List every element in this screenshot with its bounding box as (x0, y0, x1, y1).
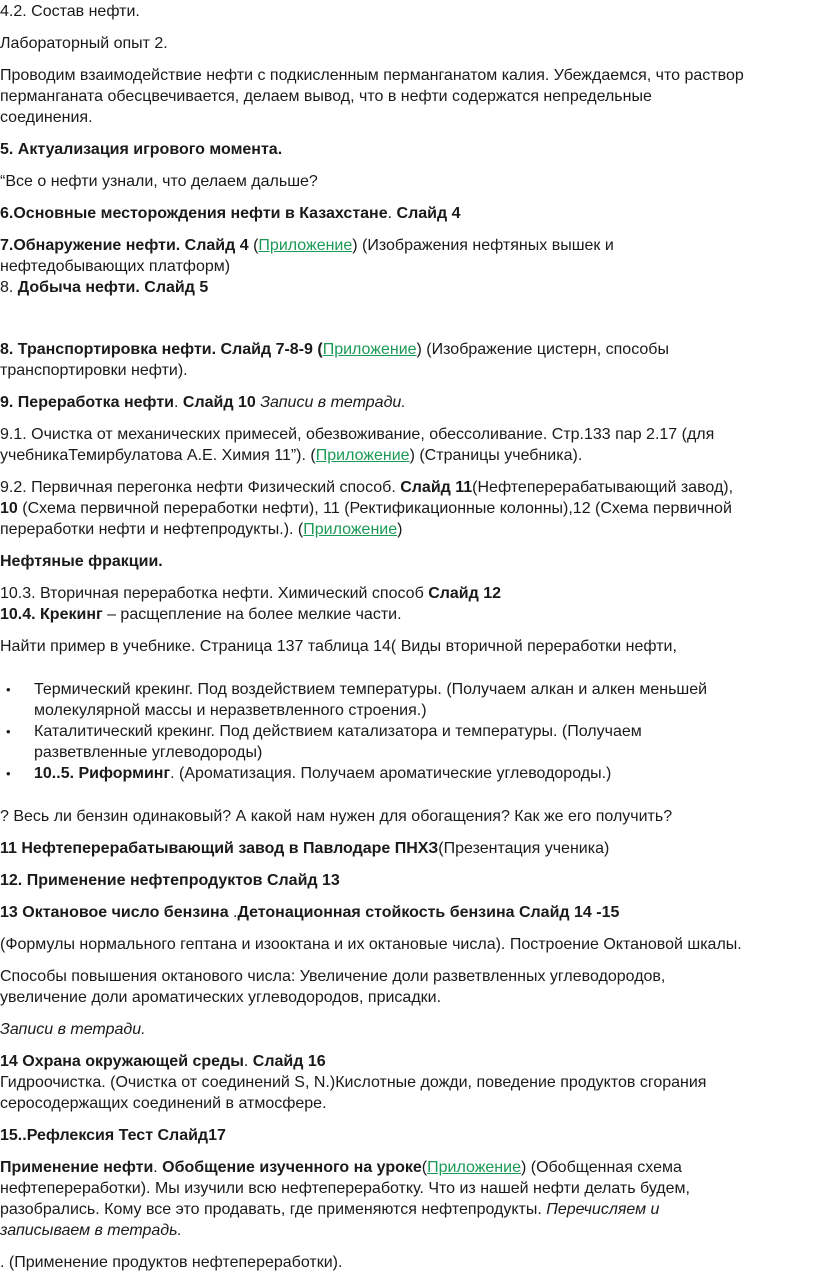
appendix-link[interactable]: Приложение (315, 447, 410, 464)
section-title: 4.2. Состав нефти. (0, 3, 140, 20)
paragraph: транспортировки нефти). (0, 362, 188, 379)
paragraph: Применение нефти. Обобщение изученного на уроке(Приложение) (Обобщенная схема (0, 1159, 682, 1176)
paragraph: увеличение доли ароматических углеводородов, присадки. (0, 989, 442, 1006)
bullet-icon: • (6, 682, 11, 697)
paragraph: Лабораторный опыт 2. (0, 35, 168, 52)
list-item: 10..5. Риформинг. (Ароматизация. Получаем ароматические углеводороды.) (34, 765, 612, 782)
paragraph: “Все о нефти узнали, что делаем дальше? (0, 173, 318, 190)
paragraph: переработки нефти и нефтепродукты.). (Приложение) (0, 521, 403, 538)
heading: Нефтяные фракции. (0, 553, 163, 570)
paragraph: Гидроочистка. (Очистка от соединений S, N.)Кислотные дожди, поведение продуктов сгорания (0, 1074, 707, 1091)
paragraph: записываем в тетрадь. (0, 1222, 182, 1239)
paragraph: Проводим взаимодействие нефти с подкисленным перманганатом калия. Убеждаемся, что раствор (0, 67, 744, 84)
paragraph: разобрались. Кому все это продавать, где применяются нефтепродукты. Перечисляем и (0, 1201, 660, 1218)
appendix-link[interactable]: Приложение (427, 1159, 521, 1176)
heading: 14 Охрана окружающей среды. Слайд 16 (0, 1053, 326, 1070)
heading: 5. Актуализация игрового момента. (0, 141, 283, 158)
paragraph: (Формулы нормального гептана и изооктана и их октановые числа). Построение Октановой шкалы. (0, 936, 742, 953)
heading: 7.Обнаружение нефти. Слайд 4 (Приложение) (Изображения нефтяных вышек и (0, 237, 614, 254)
appendix-link[interactable]: Приложение (258, 237, 353, 254)
heading: 9. Переработка нефти. Слайд 10 Записи в тетради. (0, 394, 406, 411)
heading: 13 Октановое число бензина .Детонационная стойкость бензина Слайд 14 -15 (0, 904, 620, 921)
heading: 8. Транспортировка нефти. Слайд 7-8-9 (Приложение) (Изображение цистерн, способы (0, 341, 669, 358)
heading: 12. Применение нефтепродуктов Слайд 13 (0, 872, 340, 889)
list-item: Термический крекинг. Под воздействием температуры. (Получаем алкан и алкен меньшей (34, 681, 708, 698)
paragraph: перманганата обесцвечивается, делаем вывод, что в нефти содержатся непредельные (0, 88, 652, 105)
paragraph: 10.4. Крекинг – расщепление на более мелкие части. (0, 606, 402, 623)
heading: 8. Добыча нефти. Слайд 5 (0, 279, 209, 296)
list-item: Каталитический крекинг. Под действием катализатора и температуры. (Получаем (34, 723, 642, 740)
list-item: разветвленные углеводороды) (34, 744, 263, 761)
bullet-icon: • (6, 766, 11, 781)
paragraph: учебникаТемирбулатова А.Е. Химия 11”). (Приложение) (Страницы учебника). (0, 447, 583, 464)
bullet-icon: • (6, 724, 11, 739)
appendix-link[interactable]: Приложение (322, 341, 417, 358)
heading: 11 Нефтеперерабатывающий завод в Павлодаре ПНХЗ(Презентация ученика) (0, 840, 610, 857)
appendix-link[interactable]: Приложение (303, 521, 398, 538)
paragraph: Записи в тетради. (0, 1021, 146, 1038)
paragraph: Найти пример в учебнике. Страница 137 таблица 14( Виды вторичной переработки нефти, (0, 638, 677, 655)
paragraph: 10.3. Вторичная переработка нефти. Химический способ Слайд 12 (0, 585, 502, 602)
heading: 15..Рефлексия Тест Слайд17 (0, 1127, 226, 1144)
paragraph: соединения. (0, 109, 93, 126)
list-item: молекулярной массы и неразветвленного строения.) (34, 702, 427, 719)
paragraph: 10 (Схема первичной переработки нефти), 11 (Ректификационные колонны),12 (Схема первичной (0, 500, 732, 517)
paragraph: 9.2. Первичная перегонка нефти Физический способ. Слайд 11(Нефтеперерабатывающий завод), (0, 479, 734, 496)
paragraph: серосодержащих соединений в атмосфере. (0, 1095, 327, 1112)
paragraph: ? Весь ли бензин одинаковый? А какой нам нужен для обогащения? Как же его получить? (0, 808, 673, 825)
paragraph: Способы повышения октанового числа: Увеличение доли разветвленных углеводородов, (0, 968, 666, 985)
paragraph: . (Применение продуктов нефтепереработки). (0, 1254, 343, 1271)
paragraph: нефтедобывающих платформ) (0, 258, 231, 275)
paragraph: нефтепереработки). Мы изучили всю нефтепереработку. Что из нашей нефти делать будем, (0, 1180, 690, 1197)
paragraph: 9.1. Очистка от механических примесей, обезвоживание, обессоливание. Стр.133 пар 2.17 (для (0, 426, 715, 443)
heading: 6.Основные месторождения нефти в Казахстане. Слайд 4 (0, 205, 461, 222)
